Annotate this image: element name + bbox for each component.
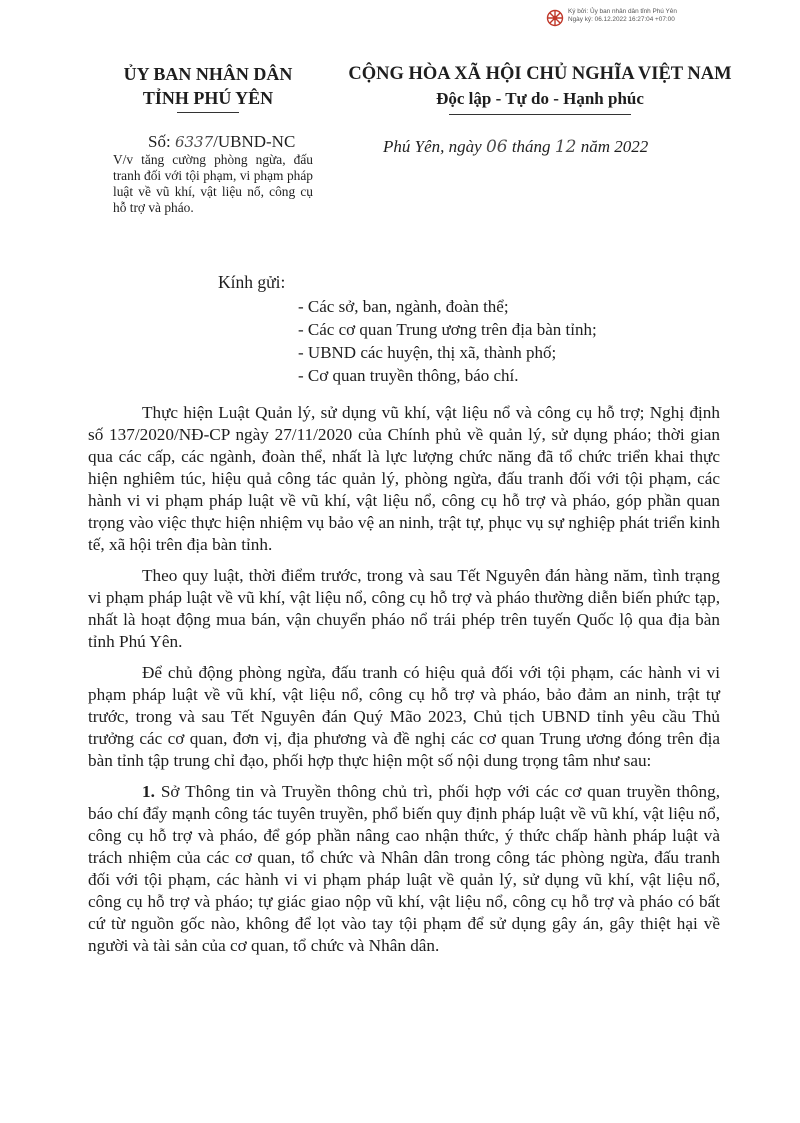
place-date-text-b: tháng xyxy=(507,137,555,156)
document-number-prefix: Số: xyxy=(148,132,175,151)
item-text: Sở Thông tin và Truyền thông chủ trì, phối hợp với các cơ quan truyền thông, báo chí đẩy mạnh công tác tuyên truyền, phổ biến quy định pháp luật về vũ khí, vật liệu nổ, công cụ hỗ trợ và pháo, để góp phần nâng cao nhận thức, ý thức chấp hành pháp luật và trách nhiệm của các cơ quan, tổ chức và Nhân dân trong công tác phòng ngừa, đấu tranh đối với tội phạm, các hành vi vi phạm pháp luật về quản lý, sử dụng vũ khí, vật liệu nổ, công cụ hỗ trợ và pháo; tự giác giao nộp vũ khí, vật liệu nổ, công cụ hỗ trợ và pháo có bất cứ từ nguồn gốc nào, không để lọt vào tay tội phạm để sử dụng gây án, gây thiệt hại về người và tài sản của cơ quan, tổ chức và Nhân dân. xyxy=(88,782,720,955)
place-date-text-a: Phú Yên, ngày xyxy=(383,137,486,156)
recipient-item: - Các cơ quan Trung ương trên địa bàn tỉnh; xyxy=(298,320,597,339)
agency-underline xyxy=(177,112,239,113)
handwritten-day: 06 xyxy=(485,137,508,157)
national-header xyxy=(320,62,760,115)
issuing-agency xyxy=(88,62,328,113)
item-number: 1. xyxy=(142,782,155,801)
body-paragraph-4 xyxy=(88,781,720,957)
signature-logo-icon xyxy=(545,8,565,28)
body-paragraph-3: Để chủ động phòng ngừa, đấu tranh có hiệu quả đối với tội phạm, các hành vi vi phạm pháp luật về vũ khí, vật liệu nổ, công cụ hỗ trợ và pháo, bảo đảm an ninh, trật tự trước, trong và sau Tết Nguyên đán Quý Mão 2023, Chủ tịch UBND tỉnh yêu cầu Thủ trưởng các cơ quan, đơn vị, địa phương và đề nghị các cơ quan Trung ương đóng trên địa bàn tỉnh tập trung chỉ đạo, phối hợp thực hiện một số nội dung trọng tâm như sau: xyxy=(88,663,720,770)
signature-date: Ngày ký: 06.12.2022 16:27:04 +07:00 xyxy=(568,16,675,23)
place-date-text-c: năm 2022 xyxy=(576,137,649,156)
agency-name-line1: ỦY BAN NHÂN DÂN xyxy=(123,64,293,84)
recipient-item: - Cơ quan truyền thông, báo chí. xyxy=(298,366,519,385)
national-motto: Độc lập - Tự do - Hạnh phúc xyxy=(436,89,644,108)
handwritten-month: 12 xyxy=(554,137,577,157)
agency-name-line2: TỈNH PHÚ YÊN xyxy=(142,88,274,108)
recipient-list xyxy=(298,295,597,387)
nation-title: CỘNG HÒA XÃ HỘI CHỦ NGHĨA VIỆT NAM xyxy=(348,64,732,84)
recipient-item: - UBND các huyện, thị xã, thành phố; xyxy=(298,343,557,362)
motto-underline xyxy=(449,114,631,115)
document-subject: V/v tăng cường phòng ngừa, đấu tranh đối với tội phạm, vi phạm pháp luật về vũ khí, vật liệu nổ, công cụ hỗ trợ và pháo. xyxy=(113,152,313,215)
document-body xyxy=(88,402,720,966)
digital-signature-stamp xyxy=(545,6,795,34)
body-paragraph-2: Theo quy luật, thời điểm trước, trong và sau Tết Nguyên đán hàng năm, tình trạng vi phạm pháp luật về vũ khí, vật liệu nổ, công cụ hỗ trợ và pháo thường diễn biến phức tạp, nhất là hoạt động mua bán, vận chuyển pháo nổ trái phép trên tuyến Quốc lộ qua địa bàn tỉnh Phú Yên. xyxy=(88,566,720,651)
recipient-item: - Các sở, ban, ngành, đoàn thể; xyxy=(298,297,509,316)
signature-signer: Ký bởi: Ủy ban nhân dân tỉnh Phú Yên xyxy=(568,8,677,15)
document-number xyxy=(148,132,295,152)
addressee-label: Kính gửi: xyxy=(218,272,286,292)
body-paragraph-1: Thực hiện Luật Quản lý, sử dụng vũ khí, vật liệu nổ và công cụ hỗ trợ; Nghị định số 137/2020/NĐ-CP ngày 27/11/2020 của Chính phủ về quản lý, sử dụng pháo; thời gian qua các cấp, các ngành, đoàn thể, nhất là lực lượng chức năng đã tổ chức triển khai thực hiện nghiêm túc, hiệu quả công tác quản lý, phòng ngừa, đấu tranh đối với tội phạm, các hành vi vi phạm pháp luật về vũ khí, vật liệu nổ, công cụ hỗ trợ và pháo, góp phần quan trọng vào việc thực hiện nhiệm vụ bảo vệ an ninh, trật tự, phục vụ sự nghiệp phát triển kinh tế, xã hội trên địa bàn tỉnh. xyxy=(88,403,720,554)
document-number-handwritten: 6337 xyxy=(174,133,214,151)
document-number-suffix: /UBND-NC xyxy=(213,132,296,151)
signature-text xyxy=(568,8,677,24)
place-and-date xyxy=(383,137,648,157)
